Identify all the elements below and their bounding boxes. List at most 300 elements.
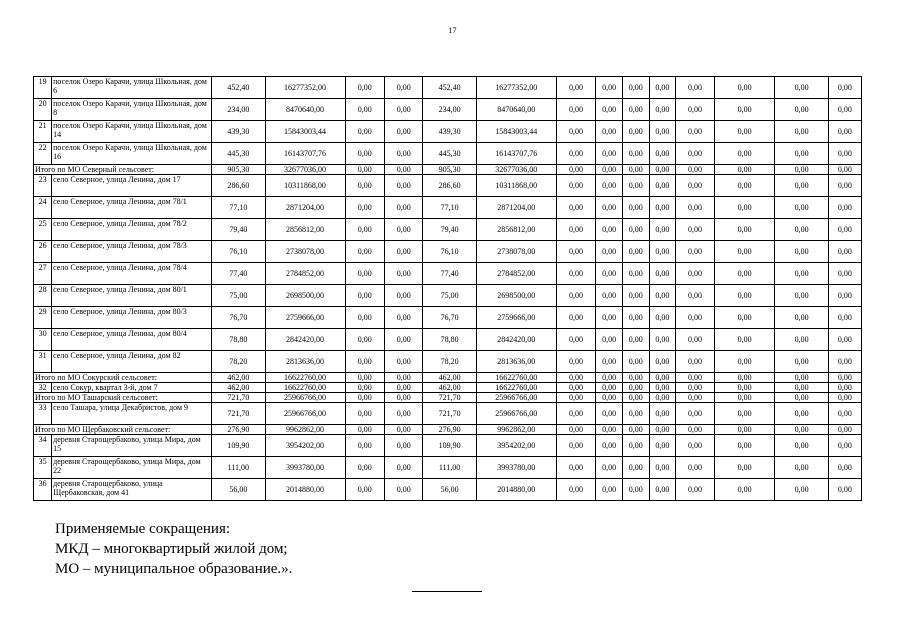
value-cell: 0,00	[596, 121, 623, 143]
value-cell: 0,00	[649, 383, 676, 393]
value-cell: 721,70	[423, 393, 476, 403]
value-cell: 0,00	[676, 285, 714, 307]
value-cell: 2784852,00	[476, 263, 556, 285]
value-cell: 0,00	[556, 143, 595, 165]
value-cell: 0,00	[622, 479, 649, 501]
value-cell: 0,00	[714, 351, 775, 373]
value-cell: 0,00	[622, 393, 649, 403]
row-number: 24	[34, 197, 52, 219]
abbreviation-mo: МО – муниципальное образование.».	[55, 561, 293, 577]
value-cell: 0,00	[622, 285, 649, 307]
value-cell: 0,00	[775, 307, 828, 329]
value-cell: 0,00	[622, 457, 649, 479]
value-cell: 0,00	[385, 457, 423, 479]
value-cell: 0,00	[676, 435, 714, 457]
value-cell: 0,00	[622, 403, 649, 425]
value-cell: 0,00	[556, 241, 595, 263]
value-cell: 0,00	[385, 425, 423, 435]
total-label: Итого по МО Северный сельсовет:	[34, 165, 212, 175]
value-cell: 0,00	[775, 425, 828, 435]
value-cell: 2813636,00	[476, 351, 556, 373]
value-cell: 0,00	[345, 121, 384, 143]
value-cell: 0,00	[714, 77, 775, 99]
value-cell: 0,00	[775, 457, 828, 479]
value-cell: 0,00	[385, 329, 423, 351]
value-cell: 0,00	[775, 241, 828, 263]
value-cell: 0,00	[649, 175, 676, 197]
value-cell: 452,40	[423, 77, 476, 99]
value-cell: 0,00	[345, 165, 384, 175]
value-cell: 0,00	[649, 457, 676, 479]
value-cell: 78,20	[212, 351, 265, 373]
value-cell: 0,00	[676, 197, 714, 219]
value-cell: 0,00	[676, 175, 714, 197]
value-cell: 16622760,00	[265, 383, 345, 393]
value-cell: 0,00	[596, 403, 623, 425]
value-cell: 0,00	[385, 393, 423, 403]
value-cell: 0,00	[775, 143, 828, 165]
value-cell: 0,00	[676, 479, 714, 501]
value-cell: 0,00	[596, 479, 623, 501]
value-cell: 0,00	[556, 197, 595, 219]
value-cell: 32677036,00	[476, 165, 556, 175]
value-cell: 0,00	[828, 77, 861, 99]
value-cell: 0,00	[345, 99, 384, 121]
value-cell: 0,00	[775, 329, 828, 351]
table-row	[34, 143, 862, 165]
value-cell: 0,00	[345, 435, 384, 457]
row-number: 33	[34, 403, 52, 425]
total-row	[34, 425, 862, 435]
total-label: Итого по МО Сокурский сельсовет:	[34, 373, 212, 383]
value-cell: 10311868,00	[265, 175, 345, 197]
value-cell: 0,00	[556, 99, 595, 121]
value-cell: 439,30	[423, 121, 476, 143]
value-cell: 0,00	[649, 403, 676, 425]
address-cell: село Ташара, улица Декабристов, дом 9	[52, 403, 212, 425]
value-cell: 286,60	[212, 175, 265, 197]
value-cell: 0,00	[828, 121, 861, 143]
value-cell: 0,00	[345, 285, 384, 307]
value-cell: 76,70	[212, 307, 265, 329]
value-cell: 0,00	[676, 99, 714, 121]
value-cell: 0,00	[345, 197, 384, 219]
value-cell: 0,00	[828, 307, 861, 329]
value-cell: 56,00	[212, 479, 265, 501]
value-cell: 0,00	[676, 143, 714, 165]
value-cell: 0,00	[775, 383, 828, 393]
value-cell: 0,00	[676, 263, 714, 285]
value-cell: 0,00	[385, 219, 423, 241]
row-number: 31	[34, 351, 52, 373]
value-cell: 234,00	[423, 99, 476, 121]
value-cell: 0,00	[596, 77, 623, 99]
value-cell: 0,00	[828, 435, 861, 457]
value-cell: 10311868,00	[476, 175, 556, 197]
value-cell: 0,00	[345, 403, 384, 425]
table-row	[34, 241, 862, 263]
value-cell: 0,00	[622, 307, 649, 329]
value-cell: 0,00	[775, 393, 828, 403]
value-cell: 0,00	[556, 329, 595, 351]
value-cell: 0,00	[556, 175, 595, 197]
value-cell: 78,80	[212, 329, 265, 351]
value-cell: 905,30	[423, 165, 476, 175]
table-row	[34, 263, 862, 285]
value-cell: 0,00	[775, 403, 828, 425]
value-cell: 0,00	[385, 263, 423, 285]
housing-table	[33, 76, 862, 501]
value-cell: 0,00	[385, 143, 423, 165]
value-cell: 0,00	[828, 373, 861, 383]
address-cell: поселок Озеро Карачи, улица Школьная, дом 16	[52, 143, 212, 165]
address-cell: деревня Старощербаково, улица Щербаковская, дом 41	[52, 479, 212, 501]
value-cell: 0,00	[649, 285, 676, 307]
value-cell: 0,00	[596, 393, 623, 403]
row-number: 28	[34, 285, 52, 307]
table-row	[34, 479, 862, 501]
value-cell: 0,00	[596, 351, 623, 373]
value-cell: 0,00	[676, 403, 714, 425]
value-cell: 2698500,00	[476, 285, 556, 307]
value-cell: 0,00	[714, 435, 775, 457]
value-cell: 0,00	[649, 393, 676, 403]
row-number: 29	[34, 307, 52, 329]
value-cell: 0,00	[714, 219, 775, 241]
value-cell: 25966766,00	[265, 393, 345, 403]
value-cell: 905,30	[212, 165, 265, 175]
value-cell: 0,00	[622, 99, 649, 121]
value-cell: 0,00	[345, 457, 384, 479]
value-cell: 0,00	[596, 435, 623, 457]
value-cell: 0,00	[714, 285, 775, 307]
value-cell: 2871204,00	[265, 197, 345, 219]
value-cell: 2759666,00	[265, 307, 345, 329]
value-cell: 0,00	[714, 479, 775, 501]
value-cell: 79,40	[212, 219, 265, 241]
value-cell: 111,00	[212, 457, 265, 479]
value-cell: 0,00	[828, 479, 861, 501]
value-cell: 0,00	[596, 425, 623, 435]
value-cell: 0,00	[596, 329, 623, 351]
value-cell: 0,00	[622, 263, 649, 285]
value-cell: 0,00	[649, 435, 676, 457]
value-cell: 2871204,00	[476, 197, 556, 219]
value-cell: 0,00	[676, 457, 714, 479]
address-cell: деревня Старощербаково, улица Мира, дом 15	[52, 435, 212, 457]
value-cell: 0,00	[775, 373, 828, 383]
value-cell: 0,00	[345, 175, 384, 197]
value-cell: 0,00	[556, 285, 595, 307]
value-cell: 32677036,00	[265, 165, 345, 175]
value-cell: 0,00	[676, 351, 714, 373]
value-cell: 0,00	[828, 457, 861, 479]
table-row	[34, 383, 862, 393]
value-cell: 0,00	[385, 373, 423, 383]
value-cell: 0,00	[714, 263, 775, 285]
value-cell: 25966766,00	[265, 403, 345, 425]
value-cell: 0,00	[385, 77, 423, 99]
value-cell: 0,00	[622, 373, 649, 383]
value-cell: 0,00	[714, 425, 775, 435]
table-row	[34, 285, 862, 307]
value-cell: 276,90	[423, 425, 476, 435]
value-cell: 0,00	[828, 425, 861, 435]
value-cell: 0,00	[775, 77, 828, 99]
value-cell: 0,00	[676, 373, 714, 383]
value-cell: 0,00	[828, 393, 861, 403]
table-row	[34, 329, 862, 351]
value-cell: 0,00	[345, 307, 384, 329]
value-cell: 0,00	[385, 99, 423, 121]
value-cell: 0,00	[596, 165, 623, 175]
value-cell: 25966766,00	[476, 393, 556, 403]
value-cell: 0,00	[828, 241, 861, 263]
value-cell: 0,00	[385, 175, 423, 197]
value-cell: 0,00	[556, 351, 595, 373]
value-cell: 0,00	[828, 99, 861, 121]
value-cell: 276,90	[212, 425, 265, 435]
table-row	[34, 121, 862, 143]
value-cell: 0,00	[714, 197, 775, 219]
value-cell: 0,00	[385, 479, 423, 501]
value-cell: 75,00	[423, 285, 476, 307]
value-cell: 2759666,00	[476, 307, 556, 329]
address-cell: село Сокур, квартал 3-й, дом 7	[52, 383, 212, 393]
value-cell: 452,40	[212, 77, 265, 99]
address-cell: село Северное, улица Ленина, дом 80/4	[52, 329, 212, 351]
value-cell: 0,00	[649, 373, 676, 383]
value-cell: 462,00	[212, 383, 265, 393]
value-cell: 16622760,00	[265, 373, 345, 383]
abbreviations-note	[55, 519, 292, 579]
value-cell: 0,00	[596, 383, 623, 393]
value-cell: 0,00	[596, 143, 623, 165]
value-cell: 16143707,76	[476, 143, 556, 165]
value-cell: 0,00	[775, 197, 828, 219]
value-cell: 445,30	[212, 143, 265, 165]
value-cell: 3954202,00	[476, 435, 556, 457]
value-cell: 0,00	[622, 425, 649, 435]
value-cell: 0,00	[676, 307, 714, 329]
value-cell: 76,10	[212, 241, 265, 263]
value-cell: 0,00	[649, 241, 676, 263]
value-cell: 0,00	[556, 121, 595, 143]
value-cell: 0,00	[714, 403, 775, 425]
value-cell: 0,00	[345, 143, 384, 165]
value-cell: 76,10	[423, 241, 476, 263]
value-cell: 0,00	[596, 373, 623, 383]
address-cell: село Северное, улица Ленина, дом 80/3	[52, 307, 212, 329]
value-cell: 77,40	[212, 263, 265, 285]
value-cell: 79,40	[423, 219, 476, 241]
value-cell: 0,00	[828, 383, 861, 393]
value-cell: 0,00	[775, 351, 828, 373]
value-cell: 15843003,44	[476, 121, 556, 143]
row-number: 36	[34, 479, 52, 501]
value-cell: 0,00	[714, 175, 775, 197]
value-cell: 0,00	[556, 77, 595, 99]
table-row	[34, 175, 862, 197]
table-row	[34, 77, 862, 99]
row-number: 23	[34, 175, 52, 197]
value-cell: 109,90	[212, 435, 265, 457]
value-cell: 78,20	[423, 351, 476, 373]
row-number: 22	[34, 143, 52, 165]
table-row	[34, 219, 862, 241]
value-cell: 0,00	[596, 285, 623, 307]
value-cell: 0,00	[714, 307, 775, 329]
value-cell: 0,00	[775, 121, 828, 143]
value-cell: 2014880,00	[476, 479, 556, 501]
value-cell: 2014880,00	[265, 479, 345, 501]
value-cell: 56,00	[423, 479, 476, 501]
value-cell: 0,00	[556, 425, 595, 435]
value-cell: 0,00	[649, 351, 676, 373]
table-row	[34, 307, 862, 329]
value-cell: 0,00	[649, 121, 676, 143]
value-cell: 0,00	[556, 219, 595, 241]
value-cell: 0,00	[622, 329, 649, 351]
row-number: 34	[34, 435, 52, 457]
value-cell: 0,00	[676, 329, 714, 351]
value-cell: 0,00	[828, 263, 861, 285]
value-cell: 0,00	[622, 435, 649, 457]
value-cell: 16622760,00	[476, 373, 556, 383]
value-cell: 0,00	[385, 241, 423, 263]
value-cell: 462,00	[423, 383, 476, 393]
value-cell: 0,00	[596, 457, 623, 479]
value-cell: 0,00	[385, 403, 423, 425]
value-cell: 0,00	[828, 165, 861, 175]
value-cell: 0,00	[345, 219, 384, 241]
value-cell: 0,00	[345, 77, 384, 99]
value-cell: 0,00	[828, 285, 861, 307]
value-cell: 16622760,00	[476, 383, 556, 393]
table-row	[34, 197, 862, 219]
value-cell: 2856812,00	[265, 219, 345, 241]
value-cell: 0,00	[556, 383, 595, 393]
address-cell: село Северное, улица Ленина, дом 78/1	[52, 197, 212, 219]
value-cell: 0,00	[556, 263, 595, 285]
value-cell: 0,00	[775, 263, 828, 285]
value-cell: 0,00	[828, 403, 861, 425]
row-number: 19	[34, 77, 52, 99]
value-cell: 0,00	[714, 457, 775, 479]
value-cell: 0,00	[345, 425, 384, 435]
address-cell: поселок Озеро Карачи, улица Школьная, дом 6	[52, 77, 212, 99]
table-row	[34, 351, 862, 373]
table-row	[34, 457, 862, 479]
value-cell: 25966766,00	[476, 403, 556, 425]
value-cell: 0,00	[385, 121, 423, 143]
value-cell: 0,00	[345, 383, 384, 393]
value-cell: 0,00	[828, 143, 861, 165]
value-cell: 0,00	[714, 241, 775, 263]
value-cell: 0,00	[714, 373, 775, 383]
value-cell: 9962862,00	[265, 425, 345, 435]
value-cell: 0,00	[828, 351, 861, 373]
value-cell: 2842420,00	[476, 329, 556, 351]
value-cell: 8470640,00	[265, 99, 345, 121]
value-cell: 0,00	[714, 393, 775, 403]
value-cell: 0,00	[775, 285, 828, 307]
value-cell: 77,10	[423, 197, 476, 219]
value-cell: 0,00	[622, 77, 649, 99]
value-cell: 15843003,44	[265, 121, 345, 143]
value-cell: 0,00	[622, 197, 649, 219]
value-cell: 2813636,00	[265, 351, 345, 373]
row-number: 32	[34, 383, 52, 393]
value-cell: 0,00	[714, 329, 775, 351]
value-cell: 0,00	[622, 383, 649, 393]
value-cell: 2784852,00	[265, 263, 345, 285]
value-cell: 439,30	[212, 121, 265, 143]
value-cell: 76,70	[423, 307, 476, 329]
value-cell: 0,00	[596, 175, 623, 197]
value-cell: 0,00	[385, 285, 423, 307]
value-cell: 3993780,00	[265, 457, 345, 479]
value-cell: 8470640,00	[476, 99, 556, 121]
value-cell: 0,00	[714, 99, 775, 121]
value-cell: 0,00	[828, 175, 861, 197]
row-number: 27	[34, 263, 52, 285]
value-cell: 2698500,00	[265, 285, 345, 307]
value-cell: 0,00	[775, 99, 828, 121]
value-cell: 9962862,00	[476, 425, 556, 435]
value-cell: 721,70	[212, 393, 265, 403]
value-cell: 0,00	[649, 165, 676, 175]
value-cell: 0,00	[676, 77, 714, 99]
value-cell: 0,00	[556, 479, 595, 501]
table-row	[34, 99, 862, 121]
value-cell: 0,00	[649, 307, 676, 329]
address-cell: село Северное, улица Ленина, дом 78/4	[52, 263, 212, 285]
value-cell: 0,00	[596, 219, 623, 241]
value-cell: 0,00	[676, 241, 714, 263]
value-cell: 0,00	[556, 403, 595, 425]
row-number: 35	[34, 457, 52, 479]
value-cell: 0,00	[556, 373, 595, 383]
value-cell: 0,00	[676, 121, 714, 143]
value-cell: 0,00	[345, 329, 384, 351]
value-cell: 111,00	[423, 457, 476, 479]
value-cell: 75,00	[212, 285, 265, 307]
value-cell: 445,30	[423, 143, 476, 165]
value-cell: 0,00	[596, 241, 623, 263]
address-cell: село Северное, улица Ленина, дом 17	[52, 175, 212, 197]
value-cell: 0,00	[676, 165, 714, 175]
value-cell: 0,00	[385, 165, 423, 175]
value-cell: 0,00	[676, 393, 714, 403]
value-cell: 78,80	[423, 329, 476, 351]
total-label: Итого по МО Щербаковский сельсовет:	[34, 425, 212, 435]
value-cell: 0,00	[556, 393, 595, 403]
value-cell: 0,00	[596, 99, 623, 121]
value-cell: 0,00	[622, 165, 649, 175]
value-cell: 0,00	[649, 197, 676, 219]
row-number: 21	[34, 121, 52, 143]
row-number: 25	[34, 219, 52, 241]
value-cell: 0,00	[385, 307, 423, 329]
value-cell: 0,00	[345, 479, 384, 501]
total-label: Итого по МО Ташарский сельсовет:	[34, 393, 212, 403]
row-number: 26	[34, 241, 52, 263]
value-cell: 16143707,76	[265, 143, 345, 165]
value-cell: 0,00	[649, 143, 676, 165]
value-cell: 0,00	[556, 457, 595, 479]
value-cell: 0,00	[828, 219, 861, 241]
